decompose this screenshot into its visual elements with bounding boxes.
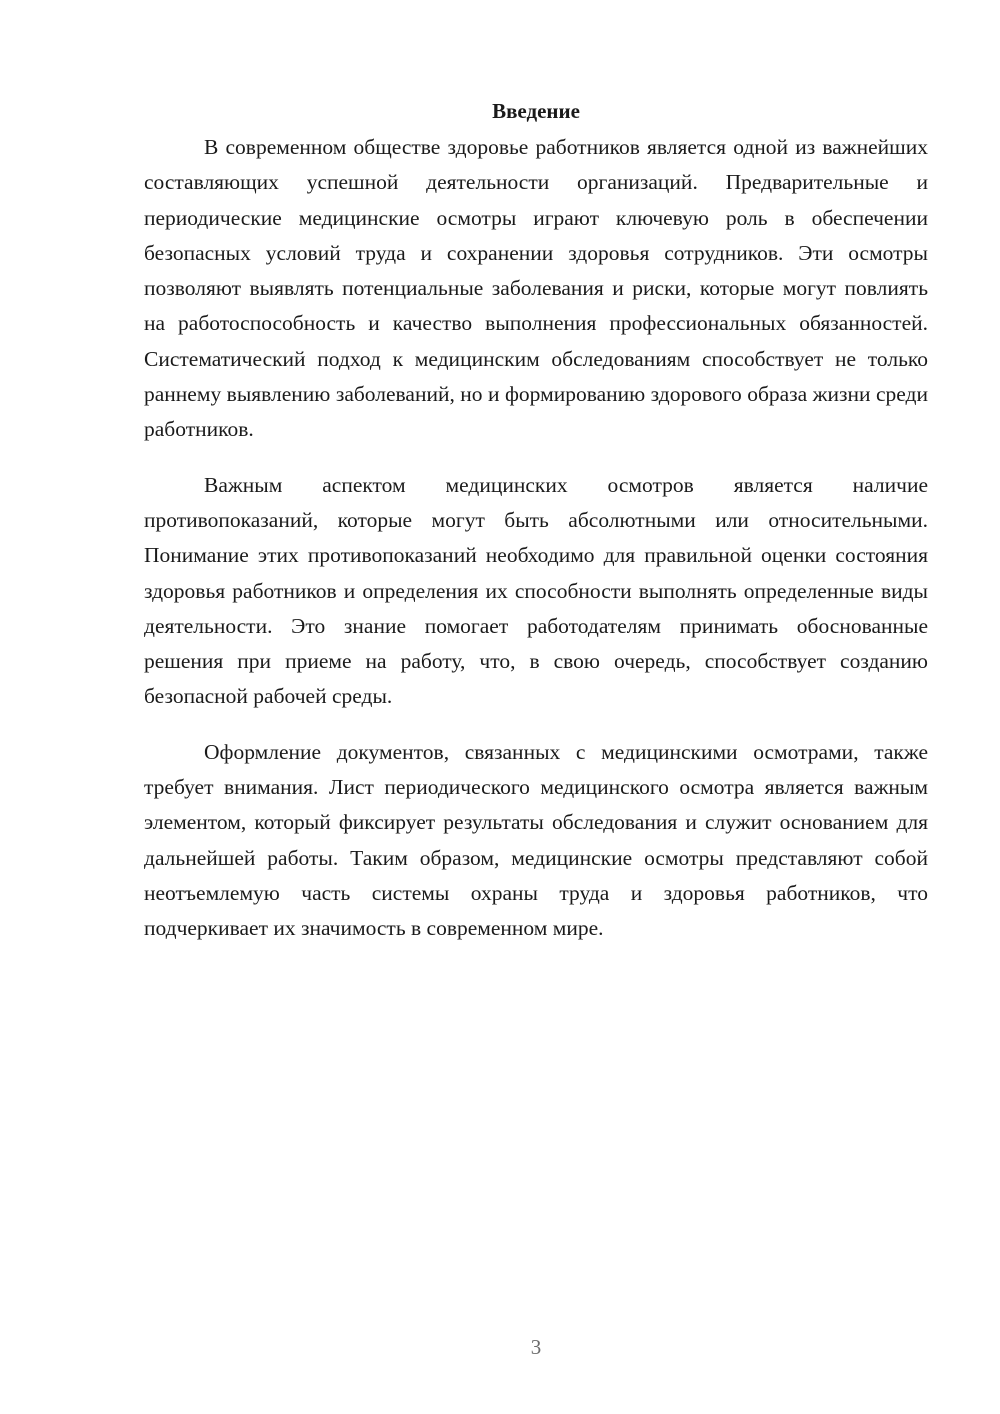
- section-heading: Введение: [492, 99, 580, 123]
- page-number: 3: [530, 1335, 542, 1359]
- paragraph-contraindications: Важным аспектом медицинских осмотров является наличие противопоказаний, которые могут быть абсолютными или относительными. Понимание этих противопоказаний необходимо для правильной оценки состояния здоровья работников и определения их способности выполнять определенные виды деятельности. Это знание помогает работодателям принимать обоснованные решения при приеме на работу, что, в свою очередь, способствует созданию безопасной рабочей среды.: [144, 472, 928, 709]
- paragraph-documentation: Оформление документов, связанных с медицинскими осмотрами, также требует внимания. Лист периодического медицинского осмотра является важным элементом, который фиксирует результаты обследования и служит основанием для дальнейшей работы. Таким образом, медицинские осмотры представляют собой неотъемлемую часть системы охраны труда и здоровья работников, что подчеркивает их значимость в современном мире.: [144, 739, 928, 941]
- page-content: [144, 96, 928, 967]
- paragraph-intro: В современном обществе здоровье работников является одной из важнейших составляющих успешной деятельности организаций. Предварительные и периодические медицинские осмотры играют ключевую роль в обеспечении безопасных условий труда и сохранении здоровья сотрудников. Эти осмотры позволяют выявлять потенциальные заболевания и риски, которые могут повлиять на работоспособность и качество выполнения профессиональных обязанностей. Систематический подход к медицинским обследованиям способствует не только раннему выявлению заболеваний, но и формированию здорового образа жизни среди работников.: [144, 135, 928, 442]
